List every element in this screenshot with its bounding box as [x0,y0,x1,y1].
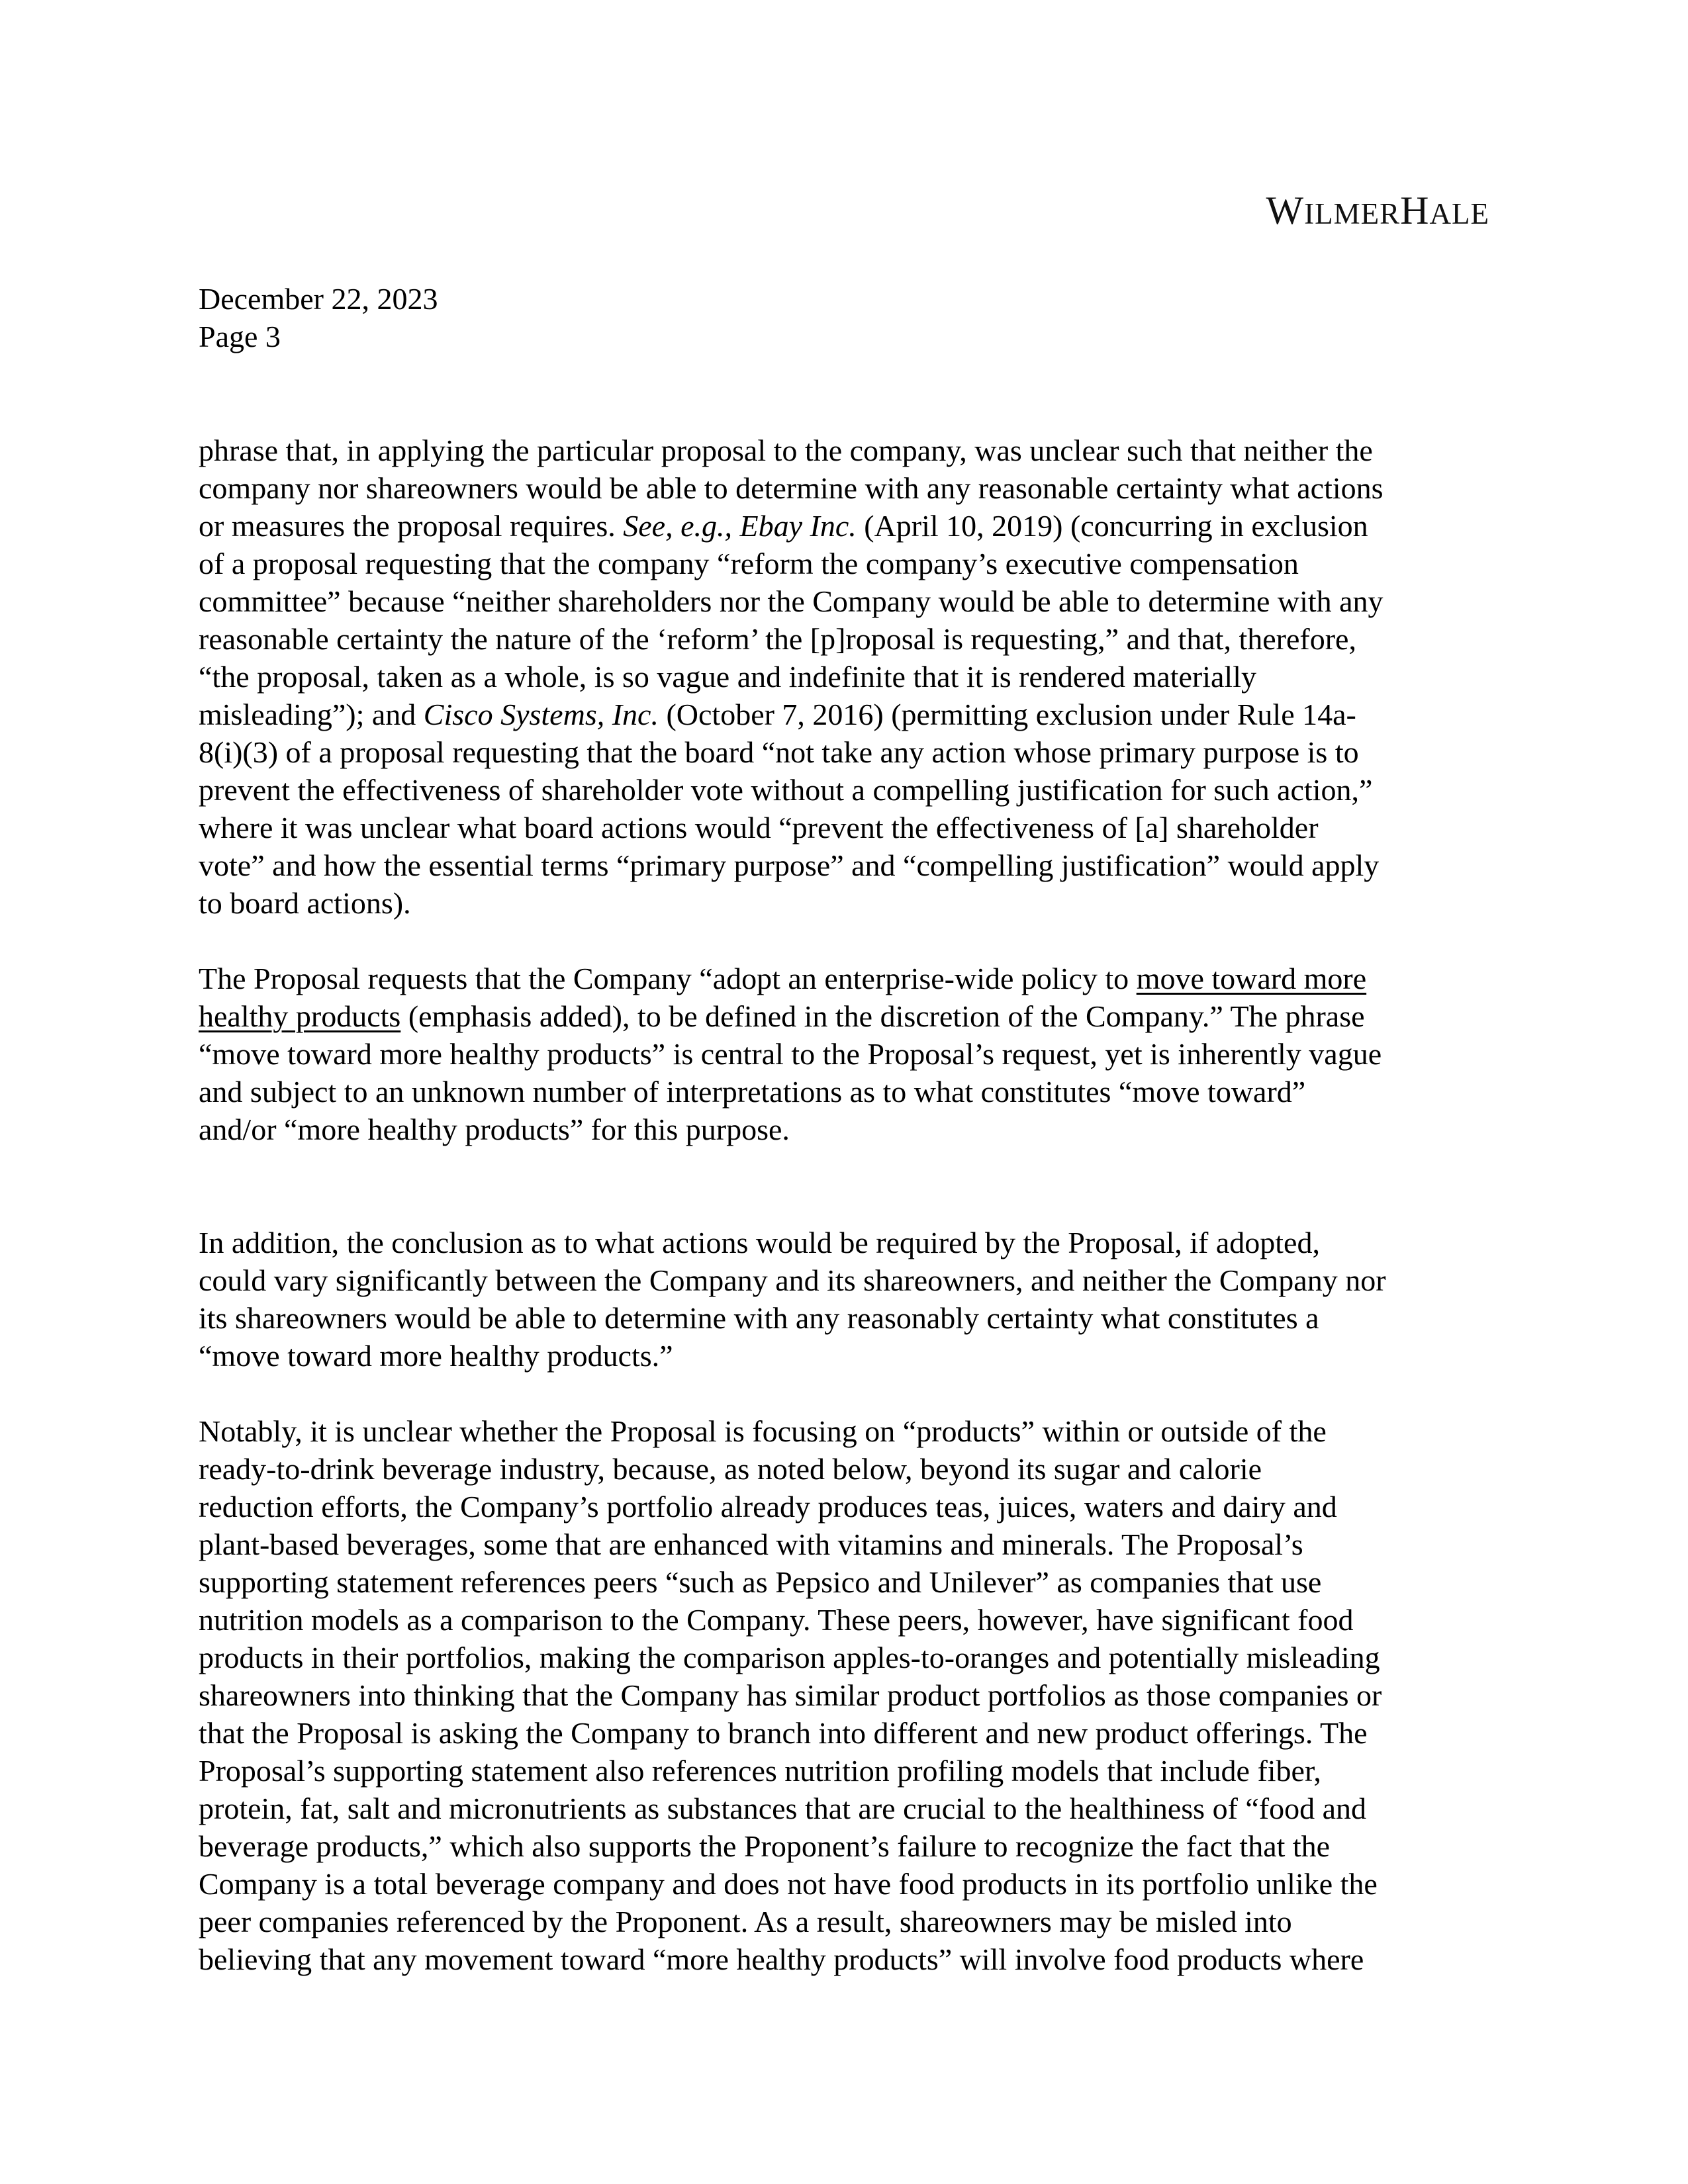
text-line: “move toward more healthy products.” [199,1339,673,1373]
text-run: misleading”); and [199,698,424,731]
paragraph-1 [199,432,1486,922]
text-line: of a proposal requesting that the company “reform the company’s executive compensation [199,547,1299,580]
text-line: where it was unclear what board actions would “prevent the effectiveness of [a] shareholder [199,811,1319,844]
paragraph-spacer [199,922,1486,960]
paragraph-3 [199,1224,1486,1375]
paragraph-4 [199,1412,1486,1978]
text-run: (April 10, 2019) (concurring in exclusion [856,509,1368,543]
letter-date: December 22, 2023 [199,282,438,316]
paragraph-spacer [199,1148,1486,1224]
letter-header [199,280,438,355]
text-line: believing that any movement toward “more healthy products” will involve food products where [199,1942,1364,1976]
text-line: Notably, it is unclear whether the Proposal is focusing on “products” within or outside of the [199,1414,1327,1448]
text-line: Company is a total beverage company and does not have food products in its portfolio unlike the [199,1867,1378,1901]
text-line: reduction efforts, the Company’s portfolio already produces teas, juices, waters and dairy and [199,1490,1337,1524]
text-line: and/or “more healthy products” for this purpose. [199,1113,790,1146]
text-line: “move toward more healthy products” is central to the Proposal’s request, yet is inherently vague [199,1037,1382,1071]
text-line: its shareowners would be able to determine with any reasonably certainty what constitutes a [199,1301,1319,1335]
text-line: plant-based beverages, some that are enhanced with vitamins and minerals. The Proposal’s [199,1527,1303,1561]
text-line: phrase that, in applying the particular proposal to the company, was unclear such that neither the [199,433,1373,467]
paragraph-2 [199,960,1486,1148]
case-citation-cisco: Cisco Systems, Inc. [423,698,659,731]
text-line: Proposal’s supporting statement also references nutrition profiling models that include fiber, [199,1754,1321,1788]
text-line: 8(i)(3) of a proposal requesting that the board “not take any action whose primary purpose is to [199,735,1359,769]
text-line: reasonable certainty the nature of the ‘reform’ the [p]roposal is requesting,” and that, therefore, [199,622,1356,656]
text-line: beverage products,” which also supports the Proponent’s failure to recognize the fact that the [199,1829,1331,1863]
letter-body [199,432,1486,1978]
text-run: The Proposal requests that the Company “adopt an enterprise-wide policy to [199,962,1137,995]
text-line [199,997,1486,1035]
text-line: In addition, the conclusion as to what actions would be required by the Proposal, if adopted, [199,1226,1320,1259]
text-line: to board actions). [199,886,411,920]
emphasis-underline: move toward more [1136,962,1367,995]
emphasis-underline: healthy products [199,999,401,1033]
text-line: protein, fat, salt and micronutrients as substances that are crucial to the healthiness of “food and [199,1792,1367,1825]
text-line: ready-to-drink beverage industry, because, as noted below, beyond its sugar and calorie [199,1452,1262,1486]
text-line: that the Proposal is asking the Company to branch into different and new product offerings. The [199,1716,1368,1750]
text-line: supporting statement references peers “such as Pepsico and Unilever” as companies that use [199,1565,1322,1599]
text-line: shareowners into thinking that the Company has similar product portfolios as those companies or [199,1678,1382,1712]
text-line: nutrition models as a comparison to the Company. These peers, however, have significant food [199,1603,1354,1637]
text-line: committee” because “neither shareholders nor the Company would be able to determine with any [199,584,1383,618]
text-line [199,696,1486,733]
page-number: Page 3 [199,320,281,353]
paragraph-spacer [199,1375,1486,1412]
text-line: could vary significantly between the Company and its shareowners, and neither the Company nor [199,1263,1386,1297]
text-line: peer companies referenced by the Proponent. As a result, shareowners may be misled into [199,1905,1292,1938]
text-line: vote” and how the essential terms “primary purpose” and “compelling justification” would apply [199,848,1380,882]
text-line: products in their portfolios, making the comparison apples-to-oranges and potentially misleading [199,1641,1380,1674]
text-run: or measures the proposal requires. [199,509,624,543]
text-run: (emphasis added), to be defined in the discretion of the Company.” The phrase [400,999,1365,1033]
text-line: and subject to an unknown number of interpretations as to what constitutes “move toward” [199,1075,1306,1109]
text-line [199,960,1486,997]
text-line: “the proposal, taken as a whole, is so vague and indefinite that it is rendered materially [199,660,1256,694]
text-line [199,507,1486,545]
text-line: company nor shareowners would be able to determine with any reasonable certainty what actions [199,471,1383,505]
text-run: (October 7, 2016) (permitting exclusion under Rule 14a- [658,698,1356,731]
text-line: prevent the effectiveness of shareholder vote without a compelling justification for such action,” [199,773,1373,807]
case-citation-ebay: See, e.g., Ebay Inc. [623,509,857,543]
wilmerhale-logo: WILMERHALE [1266,189,1489,232]
